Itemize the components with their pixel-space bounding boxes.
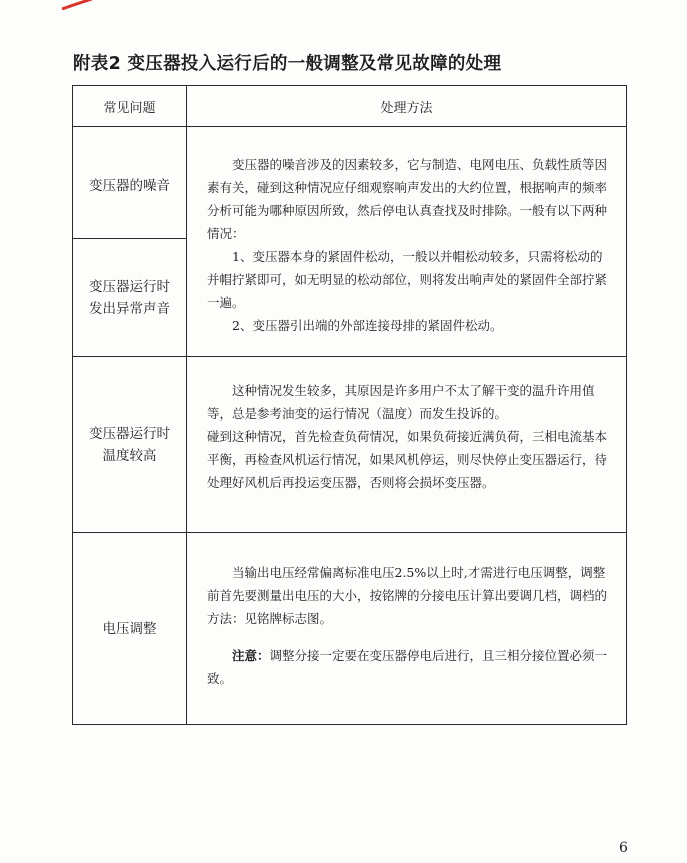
- issue-noise: [73, 127, 187, 239]
- issue-voltage: [73, 533, 187, 725]
- temp-method-p1: 这种情况发生较多，其原因是许多用户不太了解干变的温升许用值等，总是参考油变的运行情况（温度）而发生投诉的。: [207, 383, 595, 421]
- header-method: 处理方法: [187, 86, 627, 127]
- note-label: 注意：: [232, 648, 270, 663]
- table-row: [73, 533, 627, 725]
- issue-temperature: [73, 357, 187, 533]
- table-row: [73, 127, 627, 239]
- voltage-method-p1: 当输出电压经常偏离标准电压2.5%以上时,才需进行电压调整，调整前首先要测量出电压的大小，按铭牌的分接电压计算出要调几档，调档的方法：见铭牌标志图。: [207, 565, 608, 626]
- issue-abnormal-sound: [73, 239, 187, 357]
- noise-method-p1: 变压器的噪音涉及的因素较多，它与制造、电网电压、负载性质等因素有关，碰到这种情况应仔细观察响声发出的大约位置，根据响声的频率分析可能为哪种原因所致，然后停电认真查找及时排除。一般有以下两种情况：: [207, 157, 608, 241]
- method-voltage: [187, 533, 627, 725]
- red-corner-mark: [60, 0, 94, 10]
- page-title: 附表2 变压器投入运行后的一般调整及常见故障的处理: [73, 54, 502, 74]
- issue-noise-label: 变压器的噪音: [89, 177, 170, 194]
- noise-method-p3: 2、变压器引出端的外部连接母排的紧固件松动。: [232, 318, 503, 333]
- note-text: 调整分接一定要在变压器停电后进行，且三相分接位置必须一致。: [207, 648, 608, 686]
- issue-voltage-label: 电压调整: [102, 620, 157, 637]
- page-number: 6: [619, 840, 628, 856]
- noise-method-p2: 1、变压器本身的紧固件松动，一般以并帽松动较多，只需将松动的并帽拧紧即可，如无明显的松动部位，则将发出响声处的紧固件全部拧紧一遍。: [207, 249, 608, 310]
- method-noise: [187, 127, 627, 357]
- table-header-row: [73, 86, 627, 127]
- method-temperature: [187, 357, 627, 533]
- temp-method-p2: 碰到这种情况，首先检查负荷情况，如果负荷接近满负荷，三相电流基本平衡，再检查风机运行情况，如果风机停运，则尽快停止变压器运行，待处理好风机后再投运变压器，否则将会损坏变压器。: [207, 429, 608, 490]
- issue-abnormal-sound-label: 变压器运行时发出异常声音: [89, 278, 170, 317]
- troubleshooting-table: [72, 85, 627, 725]
- voltage-note: [207, 644, 608, 690]
- issue-temperature-label: 变压器运行时温度较高: [89, 425, 170, 464]
- table-row: [73, 357, 627, 533]
- header-issue: 常见问题: [73, 86, 187, 127]
